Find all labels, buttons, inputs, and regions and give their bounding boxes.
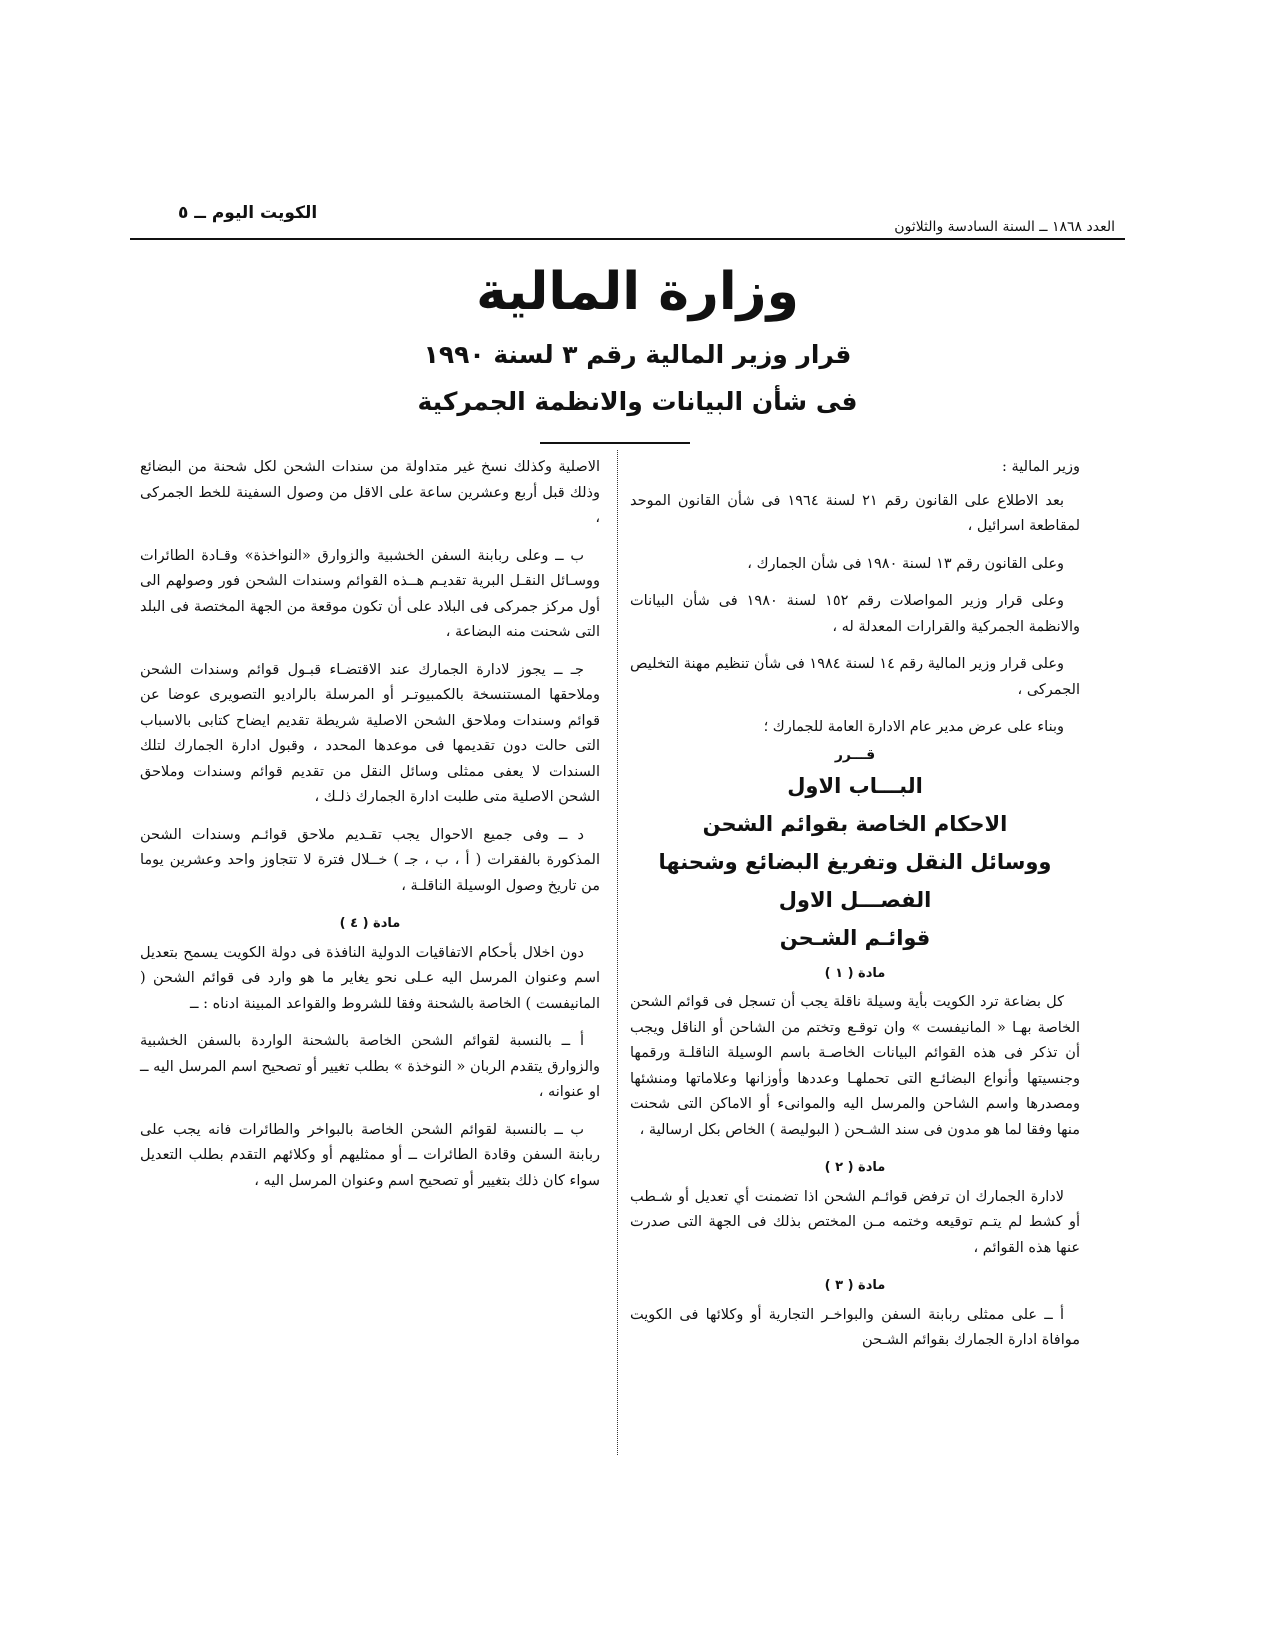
column-divider — [617, 450, 618, 1455]
clause-paragraph: أ ــ بالنسبة لقوائم الشحن الخاصة بالشحنة الواردة بالسفن الخشبية والزوارق يتقدم الربان « النوخذة » بطلب تغيير أو تصحيح اسم المرسل اليه ــ او عنوانه ، — [140, 1033, 600, 1100]
article-text: أ ــ على ممثلى ربابنة السفن والبواخـر التجارية أو وكلائها فى الكويت موافاة ادارة الجمارك بقوائم الشـحن — [630, 1306, 1080, 1348]
decree-subject: فى شأن البيانات والانظمة الجمركية — [417, 387, 858, 416]
article-heading: مادة ( ٣ ) — [824, 1278, 886, 1293]
clause-paragraph: د ــ وفى جميع الاحوال يجب تقـديم ملاحق قوائـم وسندات الشحن المذكورة بالفقرات ( أ ، ب ، جـ ) خــلال فترة لا تتجاوز واحد وعشرين يوما من تاريخ وصول الوسيلة الناقلـة ، — [140, 826, 600, 894]
page-header-left: الكويت اليوم ــ ٥ — [178, 203, 318, 223]
article-text: دون اخلال بأحكام الاتفاقيات الدولية النافذة فى دولة الكويت يسمح بتعديل اسم وعنوان المرسل اليه عـلى نحو يغاير ما هو وارد فى قوائم الشحن ( المانيفست ) الخاصة بالشحنة وفقا للشروط والقواعد المبينة ادناه : ــ — [140, 944, 600, 1012]
preamble-paragraph: وبناء على عرض مدير عام الادارة العامة للجمارك ؛ — [763, 719, 1064, 735]
title-rule — [540, 442, 690, 444]
header-rule — [130, 238, 1125, 240]
article-heading: مادة ( ٤ ) — [339, 916, 401, 931]
right-column — [630, 455, 1080, 1366]
ministry-title: وزارة المالية — [476, 262, 799, 322]
part-title-line2: ووسائل النقل وتفريغ البضائع وشحنها — [658, 849, 1052, 874]
clause-paragraph: ب ــ وعلى ربابنة السفن الخشبية والزوارق «النواخذة» وقـادة الطائرات ووسـائل النقـل البرية تقديـم هــذه القوائم وسندات الشحن فور وصولهم الى أول مركز جمركى فى البلاد على أن تكون موقعة من الجهة المختصة فى البلد التى شحنت منه البضاعة ، — [140, 547, 600, 640]
decree-title: قرار وزير المالية رقم ٣ لسنة ١٩٩٠ — [423, 340, 852, 369]
left-column — [140, 455, 600, 1206]
page-header-right: العدد ١٨٦٨ ــ السنة السادسة والثلاثون — [894, 219, 1115, 235]
minister-label: وزير المالية : — [1002, 459, 1080, 475]
clause-paragraph: جـ ــ يجوز لادارة الجمارك عند الاقتضـاء قبـول قوائم وسندات الشحن وملاحقها المستنسخة بالكمبيوتـر أو المرسلة بالراديو التصويرى عوضا عن قوائم وسندات وملاحق الشحن الاصلية شريطة تقديم ايضاح كتابى بالاسباب التى حالت دون تقديمها فى موعدها المحدد ، وقبول ادارة الجمارك لتلك السندات لا يعفى ممثلى وسائل النقل من تقديم قوائم وسندات وملاحق الشحن الاصلية متى طلبت ادارة الجمارك ذلـك ، — [140, 661, 600, 805]
preamble-paragraph: بعد الاطلاع على القانون رقم ٢١ لسنة ١٩٦٤ فى شأن القانون الموحد لمقاطعة اسرائيل ، — [630, 492, 1080, 534]
clause-paragraph: ب ــ بالنسبة لقوائم الشحن الخاصة بالبواخر والطائرات فانه يجب على ربابنة السفن وقادة الطائرات ــ أو ممثليهم أو وكلائهم التقدم بطلب التعديل سواء كان ذلك بتغيير أو تصحيح اسم وعنوان المرسل اليه ، — [140, 1121, 600, 1189]
decides-heading: قـــرر — [834, 746, 876, 763]
preamble-paragraph: وعلى القانون رقم ١٣ لسنة ١٩٨٠ فى شأن الجمارك ، — [747, 555, 1064, 572]
part-heading: البـــاب الاول — [787, 773, 923, 798]
preamble-paragraph: وعلى قرار وزير المالية رقم ١٤ لسنة ١٩٨٤ فى شأن تنظيم مهنة التخليص الجمركى ، — [630, 656, 1080, 698]
chapter-heading: الفصـــل الاول — [778, 887, 932, 912]
article-heading: مادة ( ١ ) — [824, 965, 886, 981]
chapter-title: قوائـم الشـحن — [779, 925, 931, 950]
part-title-line1: الاحكام الخاصة بقوائم الشحن — [702, 811, 1008, 836]
article-heading: مادة ( ٢ ) — [824, 1160, 886, 1175]
article-text: كل بضاعة ترد الكويت بأية وسيلة ناقلة يجب أن تسجل فى قوائم الشحن الخاصة بهـا « المانيفست » وان توقـع وتختم من الشاحن أو الناقل ويجب أن تذكر فى هذه القوائم البيانات الخاصـة باسم الوسيلة الناقلـة ورقمها وجنسيتها وأنواع البضائـع التى تحملهـا وعددها وأوزانها وعلاماتها ومنشئها ومصدرها واسم الشاحن والمرسل اليه والموانىء أو الاماكن التى شحنت منها وفقا لما هو مدون فى سند الشـحن ( البوليصة ) الخاص بكل ارسالية ، — [630, 994, 1080, 1138]
preamble-paragraph: وعلى قرار وزير المواصلات رقم ١٥٢ لسنة ١٩٨٠ فى شأن البيانات والانظمة الجمركية والقرارات المعدلة له ، — [630, 593, 1080, 635]
article-text: الاصلية وكذلك نسخ غير متداولة من سندات الشحن لكل شحنة من البضائع وذلك قبل أربع وعشرين ساعة على الاقل من وصول السفينة للخط الجمركى ، — [140, 459, 600, 526]
article-text: لادارة الجمارك ان ترفض قوائـم الشحن اذا تضمنت أي تعديل أو شـطب أو كشط لم يتـم توقيعه وختمه مـن المختص بذلك فى الجهة التى صدرت عنها هذه القوائم ، — [630, 1188, 1080, 1256]
